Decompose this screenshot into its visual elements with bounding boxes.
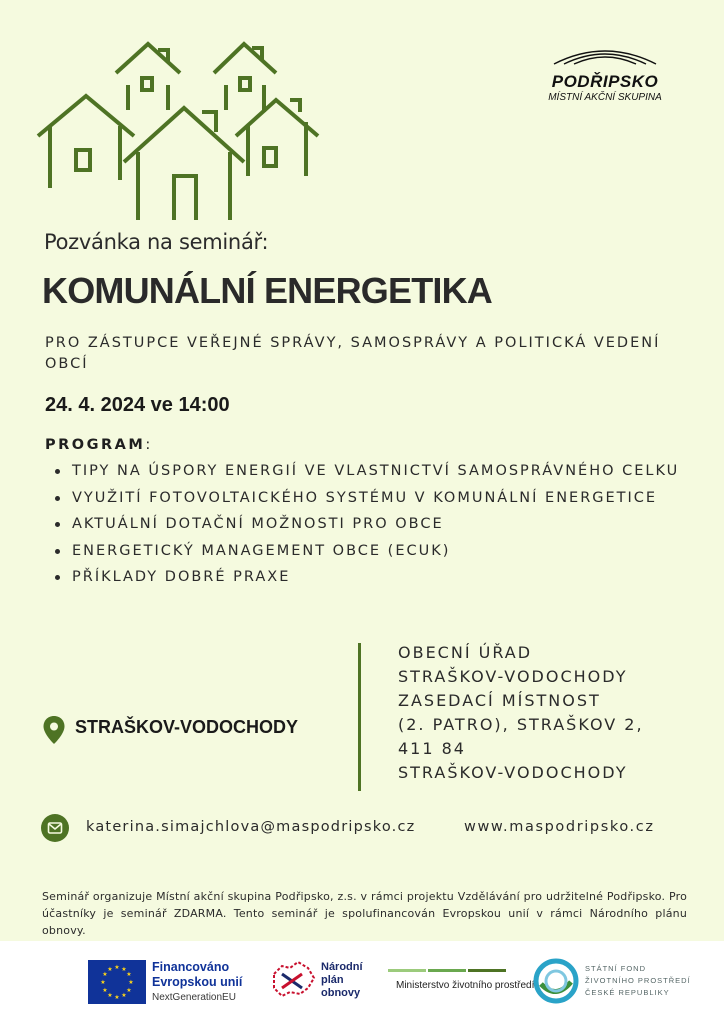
eu-line-3: NextGenerationEU (152, 992, 236, 1003)
npo-line-3: obnovy (321, 987, 361, 999)
svg-text:★: ★ (102, 971, 108, 978)
sfzp-line-1: STÁTNÍ FOND (585, 964, 646, 973)
eu-line-2: Evropskou unií (152, 975, 243, 989)
website-link[interactable]: www.maspodripsko.cz (464, 819, 655, 835)
event-datetime: 24. 4. 2024 ve 14:00 (45, 394, 230, 416)
npo-line-2: plán (321, 974, 344, 986)
svg-text:★: ★ (114, 964, 120, 971)
house-left (38, 96, 134, 188)
program-item-text: TIPY NA ÚSPORY ENERGIÍ VE VLASTNICTVÍ SAMOSPRÁVNÉHO CELKU (72, 463, 680, 479)
houses-illustration (36, 40, 326, 225)
svg-text:★: ★ (102, 987, 108, 994)
mzp-logo-bars (388, 967, 508, 975)
sfzp-logo-icon (533, 956, 579, 1006)
contact-email[interactable]: katerina.simajchlova@maspodripsko.cz (86, 819, 416, 835)
venue-address (398, 641, 698, 785)
address-line: 411 84 (398, 739, 466, 758)
svg-text:★: ★ (107, 992, 113, 999)
program-label-text: PROGRAM (45, 437, 146, 453)
mail-icon (41, 814, 69, 842)
npo-label (321, 961, 363, 1000)
brand-name: PODŘIPSKO (551, 72, 659, 91)
eu-line-1: Financováno (152, 960, 230, 974)
program-item (52, 511, 692, 538)
svg-text:★: ★ (100, 979, 106, 986)
brand-arc-icon (550, 44, 660, 66)
bullet-icon (55, 496, 60, 501)
location-pin-icon (42, 715, 66, 745)
address-line: STRAŠKOV-VODOCHODY (398, 667, 628, 686)
address-line: STRAŠKOV-VODOCHODY (398, 763, 628, 782)
program-item-text: PŘÍKLADY DOBRÉ PRAXE (72, 569, 291, 585)
sfzp-line-2: ŽIVOTNÍHO PROSTŘEDÍ (585, 976, 691, 985)
podripsko-logo (540, 44, 670, 103)
eu-flag-icon (88, 960, 146, 1004)
house-top-left (116, 44, 180, 110)
bullet-icon (55, 575, 60, 580)
program-item-text: VYUŽITÍ FOTOVOLTAICKÉHO SYSTÉMU V KOMUNÁLNÍ ENERGETICE (72, 489, 658, 506)
program-list (52, 458, 692, 591)
mzp-label: Ministerstvo životního prostředí (396, 980, 535, 991)
bullet-icon (55, 522, 60, 527)
bullet-icon (55, 469, 60, 474)
seminar-title: KOMUNÁLNÍ ENERGETIKA (42, 270, 492, 311)
svg-text:★: ★ (107, 966, 113, 973)
vertical-divider (358, 643, 361, 791)
footer-note: Seminář organizuje Místní akční skupina Podřipsko, z.s. v rámci projektu Vzdělávání pro udržitelné Podřipsko. Pro účastníky je seminář ZDARMA. Tento seminář je spolufinancován Evropskou unií v rámci Národního plánu obnovy. (42, 890, 687, 937)
czech-map-icon (268, 958, 318, 1004)
svg-text:★: ★ (114, 994, 120, 1001)
eu-funding-label (152, 960, 242, 1003)
program-item (52, 564, 692, 591)
program-item (52, 485, 692, 512)
svg-text:★: ★ (128, 979, 134, 986)
program-label-colon: : (145, 437, 153, 453)
house-top-right (214, 44, 276, 112)
location-name: STRAŠKOV-VODOCHODY (75, 717, 299, 737)
program-item-text: ENERGETICKÝ MANAGEMENT OBCE (ECUK) (72, 542, 451, 559)
target-audience: PRO ZÁSTUPCE VEŘEJNÉ SPRÁVY, SAMOSPRÁVY A POLITICKÁ VEDENÍ OBCÍ (45, 335, 661, 372)
brand-subtitle: MÍSTNÍ AKČNÍ SKUPINA (548, 92, 662, 103)
program-item (52, 538, 692, 565)
svg-text:★: ★ (121, 992, 127, 999)
invitation-heading: Pozvánka na seminář: (44, 230, 269, 254)
svg-text:★: ★ (126, 987, 132, 994)
sfzp-line-3: ČESKÉ REPUBLIKY (585, 988, 670, 997)
address-line: (2. PATRO), STRAŠKOV 2, (398, 715, 644, 734)
address-line: ZASEDACÍ MÍSTNOST (398, 691, 601, 710)
house-center (124, 108, 244, 220)
npo-line-1: Národní (321, 961, 363, 973)
program-item (52, 458, 692, 485)
svg-text:★: ★ (126, 971, 132, 978)
program-item-text: AKTUÁLNÍ DOTAČNÍ MOŽNOSTI PRO OBCE (72, 516, 444, 532)
program-label (45, 437, 153, 453)
svg-text:★: ★ (121, 966, 127, 973)
address-line: OBECNÍ ÚŘAD (398, 643, 533, 662)
sfzp-label (585, 963, 691, 999)
house-right (236, 100, 318, 176)
bullet-icon (55, 549, 60, 554)
